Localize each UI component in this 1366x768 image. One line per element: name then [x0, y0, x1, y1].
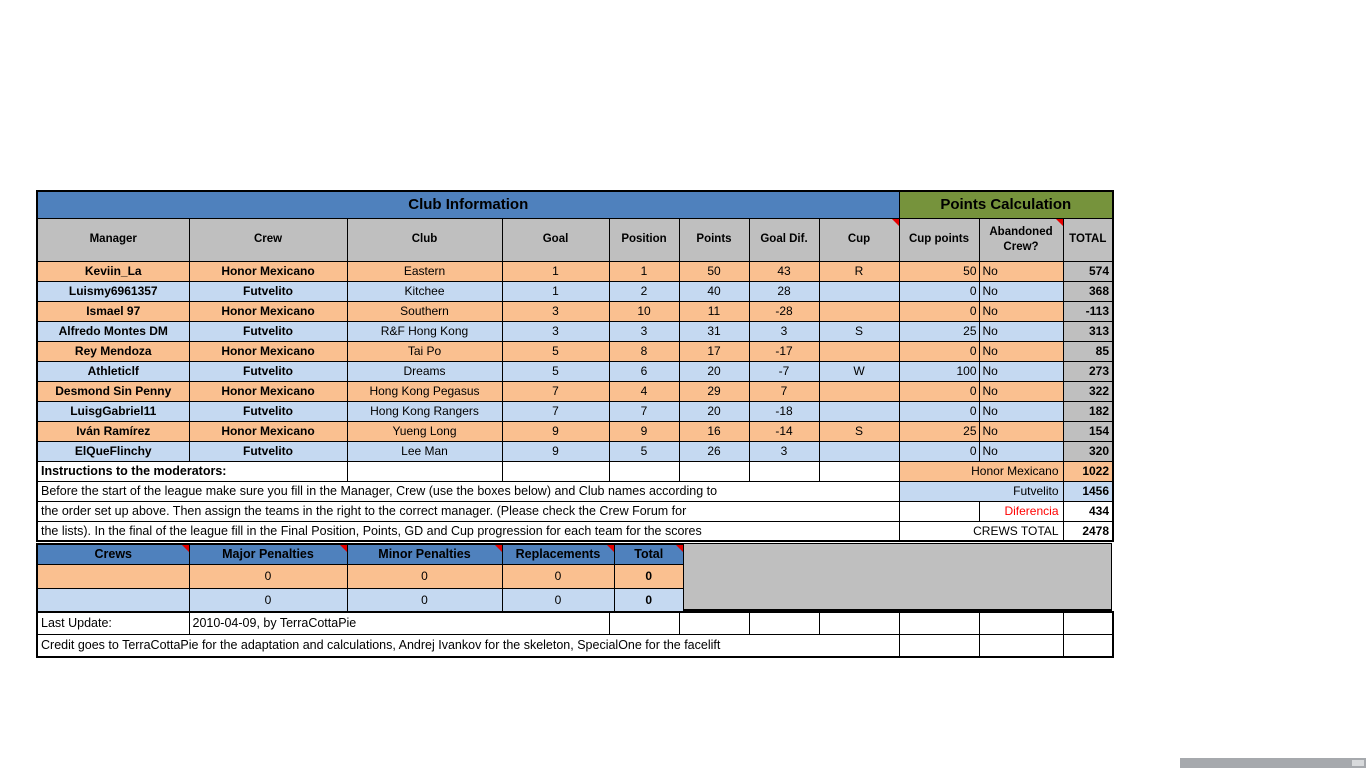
goal-dif-cell[interactable]: -28 — [749, 301, 819, 321]
empty-cell[interactable] — [502, 461, 609, 481]
cup-cell[interactable] — [819, 281, 899, 301]
manager-cell[interactable]: Alfredo Montes DM — [37, 321, 189, 341]
penalties-header-label: Replacements — [515, 547, 601, 562]
comment-indicator-icon — [892, 219, 899, 226]
goal-dif-cell[interactable]: -17 — [749, 341, 819, 361]
penalties-header-label: Total — [634, 547, 664, 562]
position-cell[interactable]: 2 — [609, 281, 679, 301]
penalty-crew-cell[interactable] — [37, 564, 189, 588]
club-cell[interactable]: Hong Kong Pegasus — [347, 381, 502, 401]
crew-cell[interactable]: Honor Mexicano — [189, 381, 347, 401]
footer-rows — [36, 611, 1114, 658]
empty-cell[interactable] — [979, 612, 1063, 634]
comment-indicator-icon — [182, 545, 189, 552]
club-cell[interactable]: Dreams — [347, 361, 502, 381]
crew-cell[interactable]: Honor Mexicano — [189, 301, 347, 321]
manager-cell[interactable]: Ismael 97 — [37, 301, 189, 321]
club-cell[interactable]: Southern — [347, 301, 502, 321]
goal-cell[interactable]: 5 — [502, 361, 609, 381]
empty-cell[interactable] — [899, 634, 979, 657]
goal-cell[interactable]: 1 — [502, 261, 609, 281]
points-cell[interactable]: 31 — [679, 321, 749, 341]
total-cell[interactable]: 574 — [1063, 261, 1113, 281]
empty-cell[interactable] — [679, 461, 749, 481]
empty-cell[interactable] — [749, 461, 819, 481]
header-cup-label: Cup — [847, 233, 871, 246]
penalty-minor-cell[interactable]: 0 — [347, 588, 502, 612]
position-cell[interactable]: 3 — [609, 321, 679, 341]
crew-total-label[interactable]: CREWS TOTAL — [899, 521, 1063, 541]
goal-dif-cell[interactable]: 3 — [749, 441, 819, 461]
header-manager[interactable]: Manager — [37, 218, 189, 261]
points-cell[interactable]: 26 — [679, 441, 749, 461]
points-cell[interactable]: 20 — [679, 361, 749, 381]
position-cell[interactable]: 9 — [609, 421, 679, 441]
penalties-header-major[interactable] — [189, 544, 347, 564]
points-calculation-title: Points Calculation — [899, 191, 1113, 218]
comment-indicator-icon — [676, 545, 683, 552]
abandoned-crew-cell[interactable]: No — [979, 381, 1063, 401]
abandoned-crew-cell[interactable]: No — [979, 281, 1063, 301]
manager-cell[interactable]: LuisgGabriel11 — [37, 401, 189, 421]
total-cell[interactable]: 313 — [1063, 321, 1113, 341]
total-cell[interactable]: 273 — [1063, 361, 1113, 381]
points-cell[interactable]: 20 — [679, 401, 749, 421]
empty-cell[interactable] — [609, 461, 679, 481]
penalties-header-replacements[interactable] — [502, 544, 614, 564]
header-cup-points[interactable]: Cup points — [899, 218, 979, 261]
points-cell[interactable]: 17 — [679, 341, 749, 361]
crew-total-value[interactable]: 2478 — [1063, 521, 1113, 541]
comment-indicator-icon — [607, 545, 614, 552]
abandoned-crew-cell[interactable]: No — [979, 441, 1063, 461]
cup-cell[interactable]: W — [819, 361, 899, 381]
position-cell[interactable]: 6 — [609, 361, 679, 381]
goal-dif-cell[interactable]: 43 — [749, 261, 819, 281]
empty-cell[interactable] — [819, 612, 899, 634]
crew-total-value[interactable]: 1022 — [1063, 461, 1113, 481]
goal-dif-cell[interactable]: 7 — [749, 381, 819, 401]
header-goal-dif[interactable]: Goal Dif. — [749, 218, 819, 261]
crew-cell[interactable]: Honor Mexicano — [189, 341, 347, 361]
cup-points-cell[interactable]: 0 — [899, 281, 979, 301]
empty-cell[interactable] — [1063, 634, 1113, 657]
penalties-header-minor[interactable] — [347, 544, 502, 564]
goal-dif-cell[interactable]: -14 — [749, 421, 819, 441]
crew-total-label[interactable]: Futvelito — [899, 481, 1063, 501]
cup-points-cell[interactable]: 25 — [899, 421, 979, 441]
cup-points-cell[interactable]: 0 — [899, 441, 979, 461]
position-cell[interactable]: 10 — [609, 301, 679, 321]
empty-cell[interactable] — [347, 461, 502, 481]
credit-text[interactable]: Credit goes to TerraCottaPie for the adaptation and calculations, Andrej Ivankov for the skeleton, SpecialOne for the facelift — [37, 634, 899, 657]
manager-cell[interactable]: Keviin_La — [37, 261, 189, 281]
penalties-header-label: Crews — [94, 547, 133, 562]
total-cell[interactable]: 154 — [1063, 421, 1113, 441]
abandoned-crew-cell[interactable]: No — [979, 341, 1063, 361]
scrollbar-thumb[interactable] — [1352, 760, 1364, 766]
abandoned-crew-cell[interactable]: No — [979, 421, 1063, 441]
club-cell[interactable]: Eastern — [347, 261, 502, 281]
instructions-line[interactable]: the order set up above. Then assign the teams in the right to the correct manager. (Please check the Crew Forum for — [37, 501, 899, 521]
comment-indicator-icon — [1056, 219, 1063, 226]
goal-dif-cell[interactable]: -18 — [749, 401, 819, 421]
crew-total-label[interactable]: Honor Mexicano — [899, 461, 1063, 481]
goal-cell[interactable]: 9 — [502, 441, 609, 461]
manager-cell[interactable]: Desmond Sin Penny — [37, 381, 189, 401]
header-club[interactable]: Club — [347, 218, 502, 261]
comment-indicator-icon — [340, 545, 347, 552]
last-update-label[interactable]: Last Update: — [37, 612, 189, 634]
points-cell[interactable]: 11 — [679, 301, 749, 321]
horizontal-scrollbar[interactable] — [1180, 758, 1366, 768]
total-cell[interactable]: 85 — [1063, 341, 1113, 361]
goal-cell[interactable]: 7 — [502, 381, 609, 401]
manager-cell[interactable]: Rey Mendoza — [37, 341, 189, 361]
club-information-title: Club Information — [37, 191, 899, 218]
goal-dif-cell[interactable]: 3 — [749, 321, 819, 341]
cup-cell[interactable]: S — [819, 421, 899, 441]
points-cell[interactable]: 50 — [679, 261, 749, 281]
goal-cell[interactable]: 7 — [502, 401, 609, 421]
points-cell[interactable]: 16 — [679, 421, 749, 441]
cup-points-cell[interactable]: 0 — [899, 401, 979, 421]
goal-cell[interactable]: 3 — [502, 301, 609, 321]
penalty-total-cell[interactable]: 0 — [614, 564, 684, 588]
header-total[interactable]: TOTAL — [1063, 218, 1113, 261]
position-cell[interactable]: 7 — [609, 401, 679, 421]
points-cell[interactable]: 29 — [679, 381, 749, 401]
crew-total-value[interactable]: 1456 — [1063, 481, 1113, 501]
penalty-replacements-cell[interactable]: 0 — [502, 564, 614, 588]
abandoned-crew-cell[interactable]: No — [979, 321, 1063, 341]
crew-total-label[interactable]: Diferencia — [979, 501, 1063, 521]
position-cell[interactable]: 1 — [609, 261, 679, 281]
cup-points-cell[interactable]: 0 — [899, 381, 979, 401]
instructions-line[interactable]: the lists). In the final of the league fill in the Final Position, Points, GD and Cup progression for each team for the scores — [37, 521, 899, 541]
penalties-header-crews[interactable] — [37, 544, 189, 564]
header-crew[interactable]: Crew — [189, 218, 347, 261]
empty-cell[interactable] — [749, 612, 819, 634]
crew-cell[interactable]: Futvelito — [189, 281, 347, 301]
cup-cell[interactable] — [819, 301, 899, 321]
crew-cell[interactable]: Futvelito — [189, 321, 347, 341]
club-cell[interactable]: Kitchee — [347, 281, 502, 301]
penalty-major-cell[interactable]: 0 — [189, 588, 347, 612]
club-information-table — [36, 190, 1114, 542]
instructions-line[interactable]: Before the start of the league make sure you fill in the Manager, Crew (use the boxes below) and Club names according to — [37, 481, 899, 501]
cup-cell[interactable]: S — [819, 321, 899, 341]
cup-points-cell[interactable]: 25 — [899, 321, 979, 341]
penalties-header-label: Major Penalties — [222, 547, 314, 562]
position-cell[interactable]: 5 — [609, 441, 679, 461]
cup-cell[interactable] — [819, 441, 899, 461]
header-abandoned-crew[interactable] — [979, 218, 1063, 261]
cup-cell[interactable] — [819, 381, 899, 401]
gray-filler-block — [683, 543, 1112, 611]
cup-cell[interactable]: R — [819, 261, 899, 281]
penalties-header-label: Minor Penalties — [378, 547, 471, 562]
manager-cell[interactable]: Athleticlf — [37, 361, 189, 381]
total-cell[interactable]: 182 — [1063, 401, 1113, 421]
empty-cell[interactable] — [1063, 612, 1113, 634]
goal-cell[interactable]: 9 — [502, 421, 609, 441]
empty-cell[interactable] — [899, 612, 979, 634]
cup-cell[interactable] — [819, 341, 899, 361]
cup-points-cell[interactable]: 0 — [899, 341, 979, 361]
manager-cell[interactable]: Luismy6961357 — [37, 281, 189, 301]
penalty-total-cell[interactable]: 0 — [614, 588, 684, 612]
penalties-table — [36, 543, 685, 613]
position-cell[interactable]: 4 — [609, 381, 679, 401]
comment-indicator-icon — [495, 545, 502, 552]
crew-cell[interactable]: Futvelito — [189, 361, 347, 381]
abandoned-crew-cell[interactable]: No — [979, 261, 1063, 281]
goal-dif-cell[interactable]: -7 — [749, 361, 819, 381]
empty-cell[interactable] — [979, 634, 1063, 657]
crew-cell[interactable]: Honor Mexicano — [189, 421, 347, 441]
club-cell[interactable]: Lee Man — [347, 441, 502, 461]
total-cell[interactable]: 320 — [1063, 441, 1113, 461]
total-cell[interactable]: 368 — [1063, 281, 1113, 301]
crew-total-value[interactable]: 434 — [1063, 501, 1113, 521]
crew-cell[interactable]: Futvelito — [189, 441, 347, 461]
goal-cell[interactable]: 1 — [502, 281, 609, 301]
manager-cell[interactable]: Iván Ramírez — [37, 421, 189, 441]
cup-points-cell[interactable]: 50 — [899, 261, 979, 281]
club-cell[interactable]: Tai Po — [347, 341, 502, 361]
header-cup[interactable] — [819, 218, 899, 261]
crew-cell[interactable]: Futvelito — [189, 401, 347, 421]
empty-cell[interactable] — [819, 461, 899, 481]
cup-cell[interactable] — [819, 401, 899, 421]
cup-points-cell[interactable]: 100 — [899, 361, 979, 381]
empty-cell[interactable] — [899, 501, 979, 521]
last-update-value[interactable]: 2010-04-09, by TerraCottaPie — [189, 612, 609, 634]
goal-cell[interactable]: 3 — [502, 321, 609, 341]
header-position[interactable]: Position — [609, 218, 679, 261]
header-abandoned-label: Abandoned Crew? — [989, 226, 1053, 253]
cup-points-cell[interactable]: 0 — [899, 301, 979, 321]
abandoned-crew-cell[interactable]: No — [979, 361, 1063, 381]
penalty-minor-cell[interactable]: 0 — [347, 564, 502, 588]
abandoned-crew-cell[interactable]: No — [979, 301, 1063, 321]
abandoned-crew-cell[interactable]: No — [979, 401, 1063, 421]
instructions-heading[interactable]: Instructions to the moderators: — [37, 461, 347, 481]
crew-cell[interactable]: Honor Mexicano — [189, 261, 347, 281]
header-goal[interactable]: Goal — [502, 218, 609, 261]
club-cell[interactable]: Hong Kong Rangers — [347, 401, 502, 421]
total-cell[interactable]: -113 — [1063, 301, 1113, 321]
penalty-major-cell[interactable]: 0 — [189, 564, 347, 588]
empty-cell[interactable] — [679, 612, 749, 634]
header-points[interactable]: Points — [679, 218, 749, 261]
penalties-header-total[interactable] — [614, 544, 684, 564]
club-cell[interactable]: Yueng Long — [347, 421, 502, 441]
points-cell[interactable]: 40 — [679, 281, 749, 301]
manager-cell[interactable]: ElQueFlinchy — [37, 441, 189, 461]
penalty-crew-cell[interactable] — [37, 588, 189, 612]
penalty-replacements-cell[interactable]: 0 — [502, 588, 614, 612]
position-cell[interactable]: 8 — [609, 341, 679, 361]
goal-dif-cell[interactable]: 28 — [749, 281, 819, 301]
total-cell[interactable]: 322 — [1063, 381, 1113, 401]
club-cell[interactable]: R&F Hong Kong — [347, 321, 502, 341]
goal-cell[interactable]: 5 — [502, 341, 609, 361]
empty-cell[interactable] — [609, 612, 679, 634]
